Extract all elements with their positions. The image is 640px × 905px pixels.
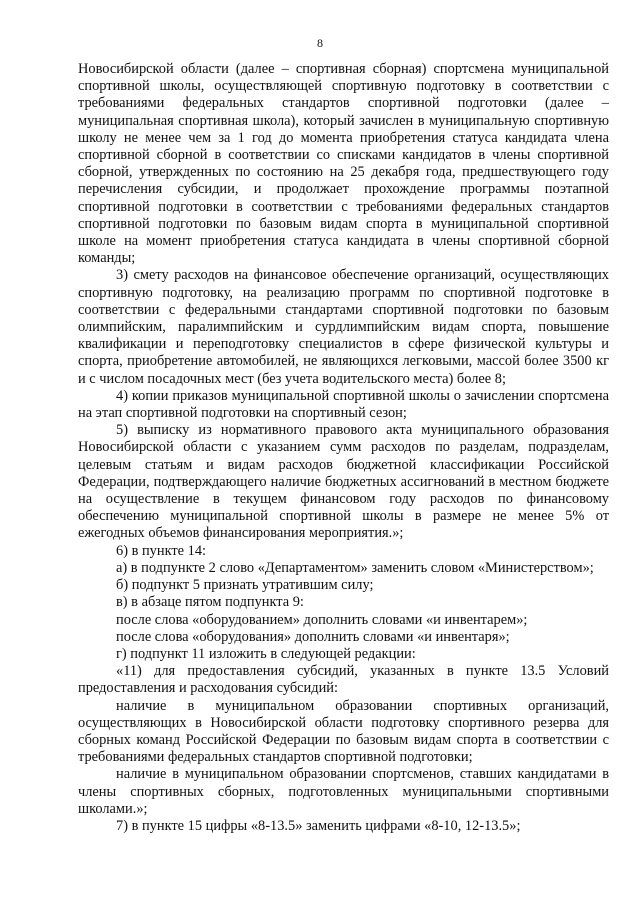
paragraph: г) подпункт 11 изложить в следующей редакции: bbox=[116, 645, 416, 662]
document-body bbox=[78, 61, 609, 835]
paragraph: наличие в муниципальном образовании спортивных организаций, осуществляющих в Новосибирской области подготовку спортивного резерва для сборных команд Российской Федерации по базовым видам спорта в соответствии с требованиями федеральных стандартов спортивной подготовки; bbox=[78, 697, 609, 766]
paragraph: 5) выписку из нормативного правового акта муниципального образования Новосибирской области с указанием сумм расходов по разделам, подразделам, целевым статьям и видам расходов бюджетной классификации Российской Федерации, подтверждающего наличие бюджетных ассигнований в местном бюджете на осуществление в текущем финансовом году расходов по финансовому обеспечению муниципальной спортивной школы в размере не менее 5% от ежегодных объемов финансирования мероприятия.»; bbox=[78, 422, 609, 542]
paragraph: 3) смету расходов на финансовое обеспечение организаций, осуществляющих спортивную подготовку, на реализацию программ по спортивной подготовке в соответствии с федеральными стандартами спортивной подготовки по базовым олимпийским, паралимпийским и сурдлимпийским видам спорта, повышение квалификации и переподготовку специалистов в сфере физической культуры и спорта, приобретение автомобилей, не являющихся легковыми, массой более 3500 кг и с числом посадочных мест (без учета водительского места) более 8; bbox=[78, 267, 609, 387]
paragraph: Новосибирской области (далее – спортивная сборная) спортсмена муниципальной спортивной школы, осуществляющей спортивную подготовку в соответствии с требованиями федеральных стандартов спортивной подготовки (далее – муниципальная спортивная школа), который зачислен в муниципальную спортивную школу не менее чем за 1 год до момента приобретения статуса кандидата члена спортивной сборной в соответствии со списками кандидатов в члены спортивной сборной, утвержденных по состоянию на 25 декабря года, предшествующего году перечисления субсидии, и продолжает прохождение программы поэтапной спортивной подготовки в соответствии с требованиями федеральных стандартов спортивной подготовки по базовым видам спорта в муниципальной спортивной школе на момент приобретения статуса кандидата в члены спортивной сборной команды; bbox=[78, 61, 609, 267]
paragraph: б) подпункт 5 признать утратившим силу; bbox=[116, 577, 374, 594]
paragraph: после слова «оборудования» дополнить словами «и инвентаря»; bbox=[116, 628, 510, 645]
paragraph: 6) в пункте 14: bbox=[116, 542, 207, 559]
paragraph: в) в абзаце пятом подпункта 9: bbox=[116, 594, 304, 611]
paragraph: наличие в муниципальном образовании спортсменов, ставших кандидатами в члены спортивных сборных, подготовленных муниципальными спортивными школами.»; bbox=[78, 766, 609, 817]
paragraph: а) в подпункте 2 слово «Департаментом» заменить словом «Министерством»; bbox=[116, 559, 594, 576]
paragraph: «11) для предоставления субсидий, указанных в пункте 13.5 Условий предоставления и расходования субсидий: bbox=[78, 663, 609, 697]
paragraph: после слова «оборудованием» дополнить словами «и инвентарем»; bbox=[116, 611, 528, 628]
page-number: 8 bbox=[317, 36, 323, 50]
paragraph: 4) копии приказов муниципальной спортивной школы о зачислении спортсмена на этап спортивной подготовки на спортивный сезон; bbox=[78, 387, 609, 422]
paragraph: 7) в пункте 15 цифры «8-13.5» заменить цифрами «8-10, 12-13.5»; bbox=[116, 817, 521, 834]
